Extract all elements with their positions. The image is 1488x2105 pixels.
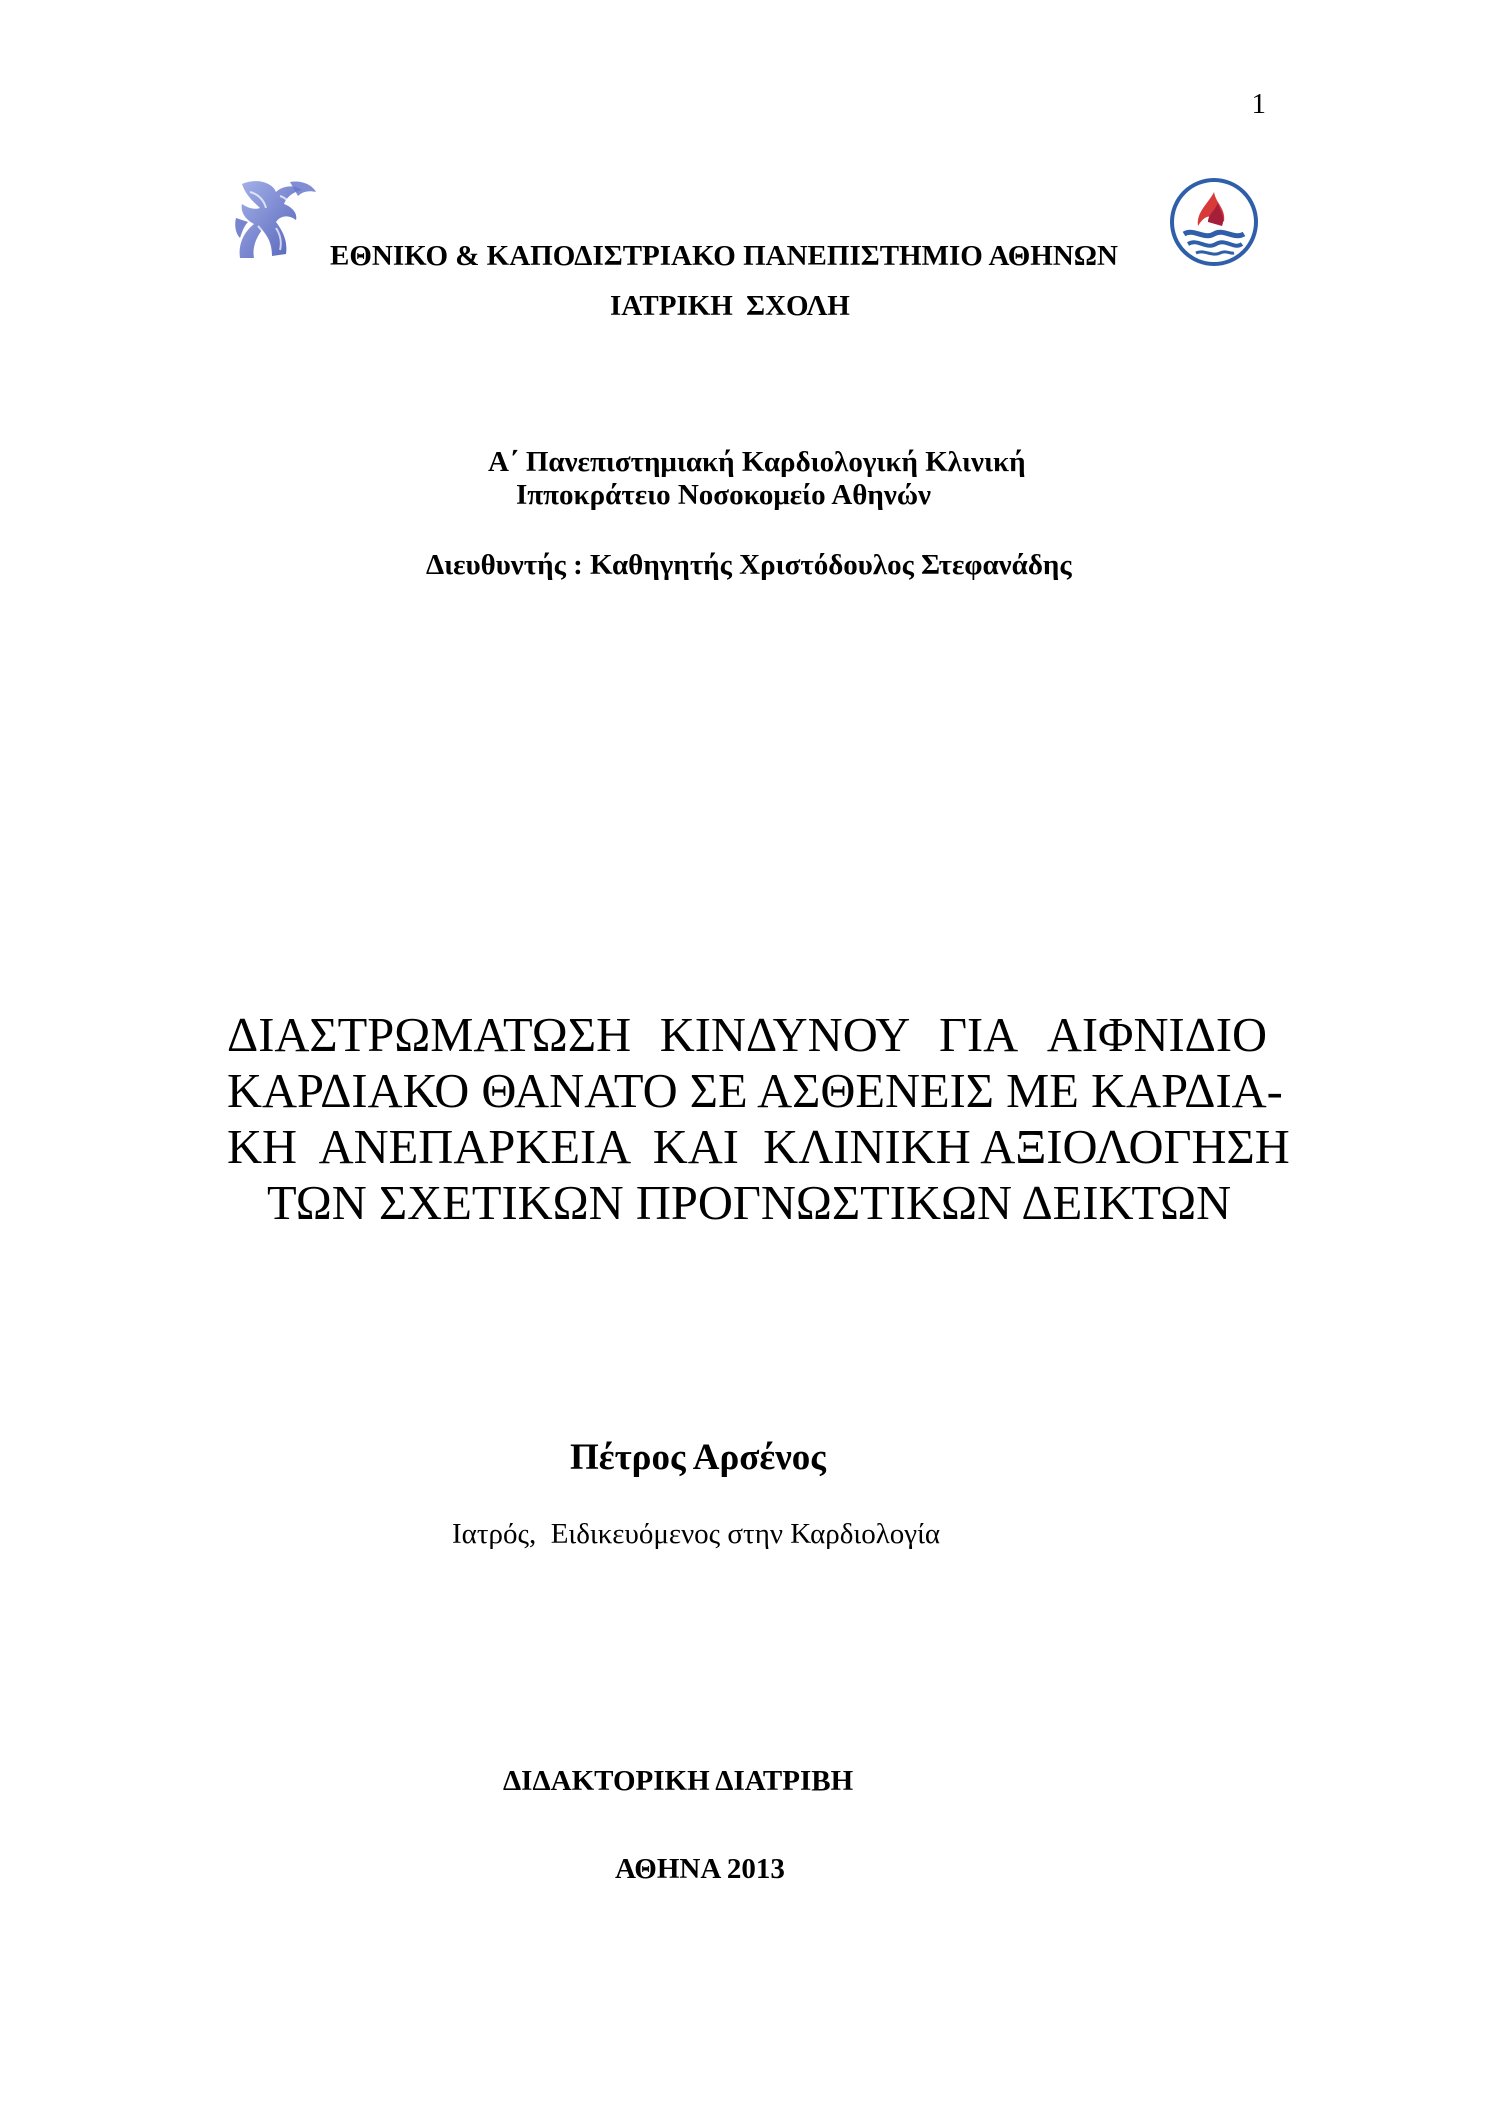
title-word: ΚΙΝΔΥΝΟΥ: [659, 1009, 911, 1062]
author-name: Πέτρος Αρσένος: [570, 1437, 826, 1478]
university-emblem-icon: [232, 178, 320, 262]
clinic-name: Α΄ Πανεπιστημιακή Καρδιολογική Κλινική: [488, 446, 1026, 478]
title-word: ΔΙΑΣΤΡΩΜΑΤΩΣΗ: [227, 1009, 632, 1062]
director-line: Διευθυντής : Καθηγητής Χριστόδουλος Στεφανάδης: [426, 549, 1072, 581]
title-word: ΑΙΦΝΙΔΙΟ: [1046, 1009, 1267, 1062]
document-type: ΔΙΔΑΚΤΟΡΙΚΗ ΔΙΑΤΡΙΒΗ: [503, 1765, 854, 1797]
page-number: 1: [1251, 88, 1266, 120]
hospital-name: Ιπποκράτειο Νοσοκομείο Αθηνών: [516, 479, 931, 511]
thesis-title: [227, 1008, 1290, 1232]
school-name: ΙΑΤΡΙΚΗ ΣΧΟΛΗ: [610, 290, 850, 322]
university-name: ΕΘΝΙΚΟ & ΚΑΠΟΔΙΣΤΡΙΑΚΟ ΠΑΝΕΠΙΣΤΗΜΙΟ ΑΘΗΝΩΝ: [330, 240, 1118, 272]
title-word: ΓΙΑ: [938, 1009, 1019, 1062]
title-line-4: ΤΩΝ ΣΧΕΤΙΚΩΝ ΠΡΟΓΝΩΣΤΙΚΩΝ ΔΕΙΚΤΩΝ: [267, 1177, 1232, 1230]
title-line-3: ΚΗ ΑΝΕΠΑΡΚΕΙΑ ΚΑΙ ΚΛΙΝΙΚΗ ΑΞΙΟΛΟΓΗΣΗ: [227, 1121, 1290, 1174]
hospital-flame-wave-icon: [1168, 176, 1260, 268]
author-position: Ιατρός, Ειδικευόμενος στην Καρδιολογία: [452, 1518, 941, 1550]
city-year: ΑΘΗΝΑ 2013: [615, 1853, 785, 1885]
title-line-2: ΚΑΡΔΙΑΚΟ ΘΑΝΑΤΟ ΣΕ ΑΣΘΕΝΕΙΣ ΜΕ ΚΑΡΔΙΑ-: [227, 1065, 1283, 1118]
title-line-1: [227, 1008, 1267, 1064]
